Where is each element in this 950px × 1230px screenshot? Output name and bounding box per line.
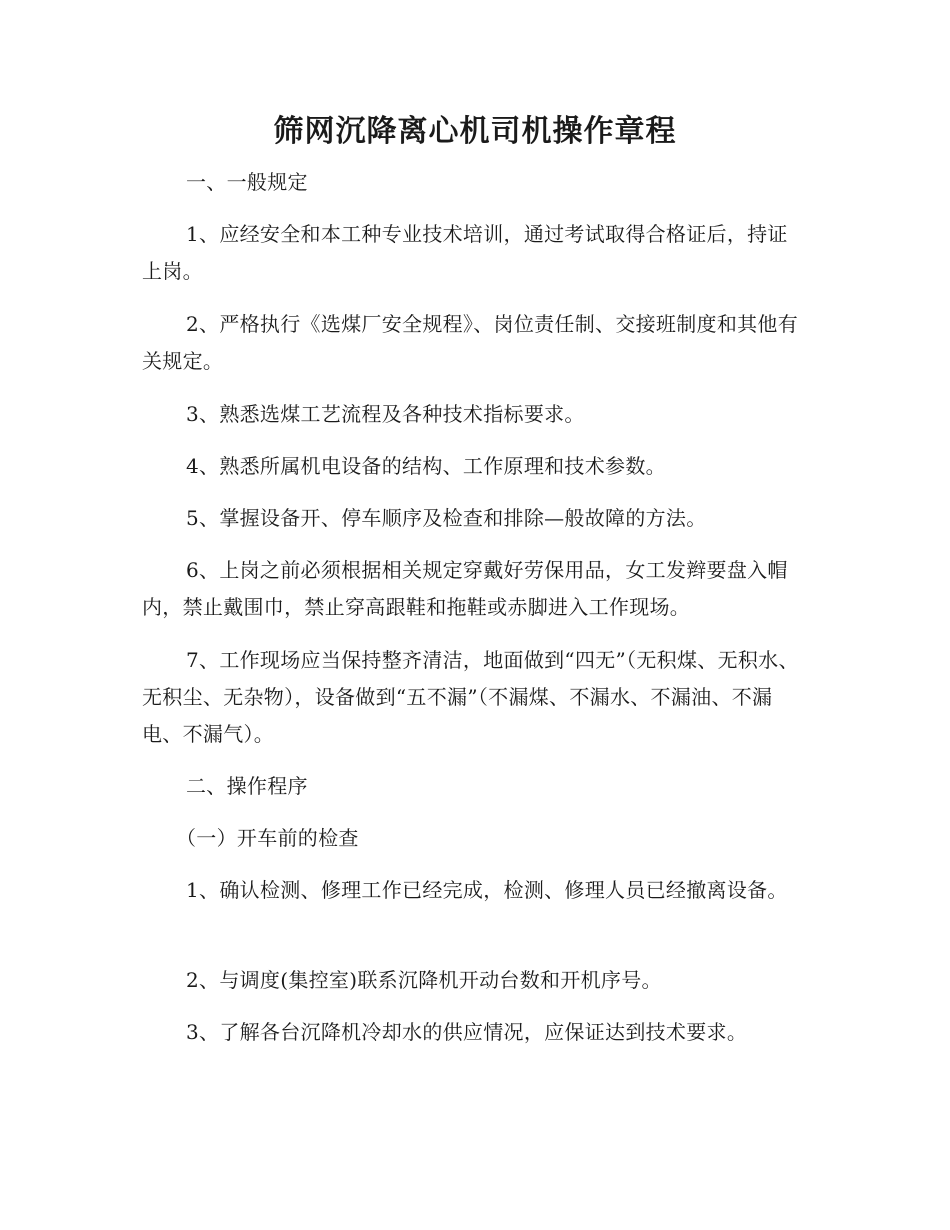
section-heading-operating-procedure: 二、操作程序 — [186, 774, 308, 798]
paragraph-rule-4: 4、熟悉所属机电设备的结构、工作原理和技术参数。 — [186, 454, 666, 478]
paragraph-rule-3: 3、熟悉选煤工艺流程及各种技术指标要求。 — [186, 402, 585, 426]
paragraph-rule-2: 2、严格执行《选煤厂安全规程》、岗位责任制、交接班制度和其他有关规定。 — [142, 312, 799, 373]
paragraph-rule-6: 6、上岗之前必须根据相关规定穿戴好劳保用品，女工发辫要盘入帽内，禁止戴围巾，禁止穿高跟鞋和拖鞋或赤脚进入工作现场。 — [142, 558, 788, 619]
paragraph-rule-1: 1、应经安全和本工种专业技术培训，通过考试取得合格证后，持证上岗。 — [142, 222, 788, 283]
section-heading-general-rules: 一、一般规定 — [186, 170, 308, 194]
paragraph-check-2: 2、与调度(集控室)联系沉降机开动台数和开机序号。 — [186, 968, 662, 992]
paragraph-rule-7: 7、工作现场应当保持整齐清洁，地面做到“四无”（无积煤、无积水、无积尘、无杂物），设备做到“五不漏”（不漏煤、不漏水、不漏油、不漏电、不漏气）。 — [142, 648, 799, 746]
paragraph-rule-5: 5、掌握设备开、停车顺序及检查和排除—般故障的方法。 — [186, 506, 707, 530]
paragraph-check-3: 3、了解各台沉降机冷却水的供应情况，应保证达到技术要求。 — [186, 1020, 748, 1044]
document-title: 筛网沉降离心机司机操作章程 — [273, 114, 677, 149]
subsection-heading-pre-start-check: （一）开车前的检查 — [176, 826, 359, 850]
paragraph-check-1: 1、确认检测、修理工作已经完成，检测、修理人员已经撤离设备。 — [186, 878, 788, 902]
